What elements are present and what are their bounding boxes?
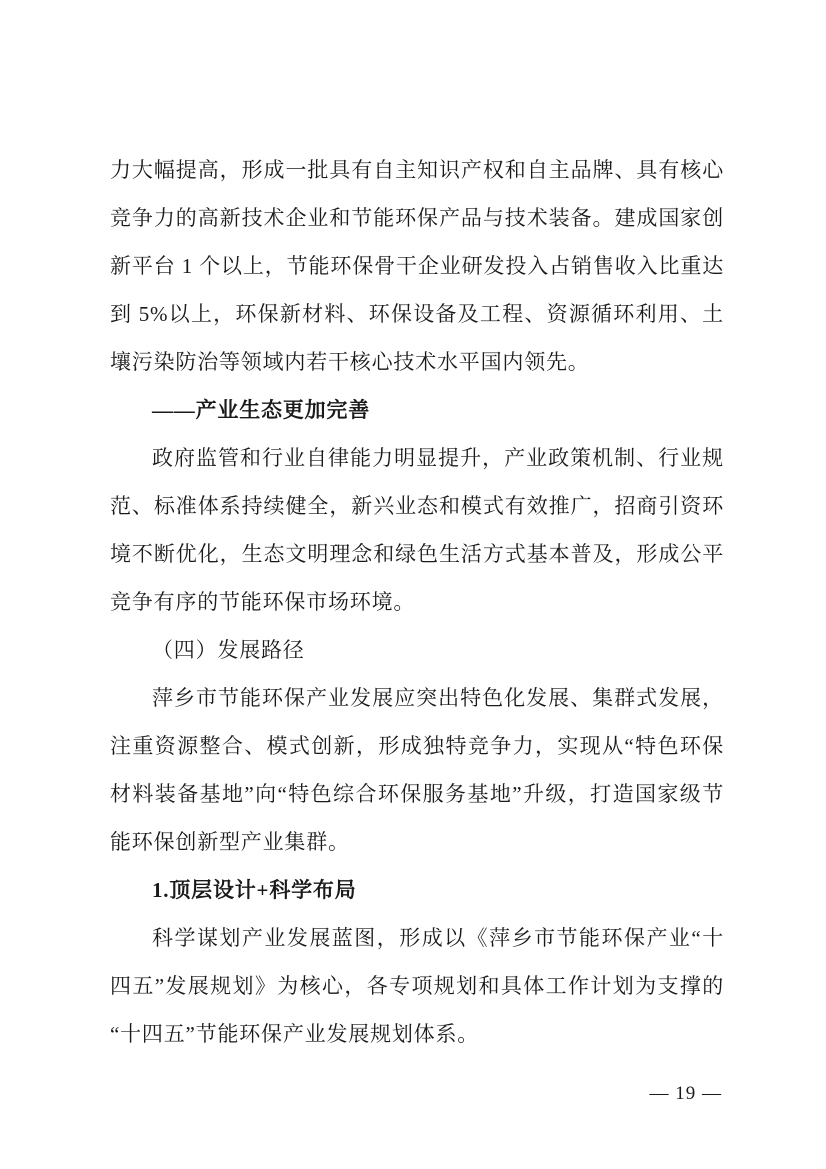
document-body xyxy=(110,146,724,1058)
paragraph-goals-continued: 力大幅提高，形成一批具有自主知识产权和自主品牌、具有核心竞争力的高新技术企业和节能环保产品与技术装备。建成国家创新平台 1 个以上，节能环保骨干企业研发投入占销售收入比重达到 5%以上，环保新材料、环保设备及工程、资源循环利用、土壤污染防治等领域内若干核心技术水平国内领先。 xyxy=(110,158,724,374)
heading-industry-ecology: ——产业生态更加完善 xyxy=(152,398,370,422)
paragraph-top-level-design: 科学谋划产业发展蓝图，形成以《萍乡市节能环保产业“十四五”发展规划》为核心，各专项规划和具体工作计划为支撑的“十四五”节能环保产业发展规划体系。 xyxy=(110,926,724,1046)
page-number: — 19 — xyxy=(649,1083,722,1104)
paragraph-development-path: 萍乡市节能环保产业发展应突出特色化发展、集群式发展，注重资源整合、模式创新，形成独特竞争力，实现从“特色环保材料装备基地”向“特色综合环保服务基地”升级，打造国家级节能环保创新型产业集群。 xyxy=(110,686,724,854)
heading-top-level-design: 1.顶层设计+科学布局 xyxy=(152,878,357,902)
page-footer xyxy=(650,1082,723,1106)
heading-development-path: （四）发展路径 xyxy=(152,638,305,662)
paragraph-industry-ecology: 政府监管和行业自律能力明显提升，产业政策机制、行业规范、标准体系持续健全，新兴业态和模式有效推广，招商引资环境不断优化，生态文明理念和绿色生活方式基本普及，形成公平竞争有序的节能环保市场环境。 xyxy=(110,446,724,614)
